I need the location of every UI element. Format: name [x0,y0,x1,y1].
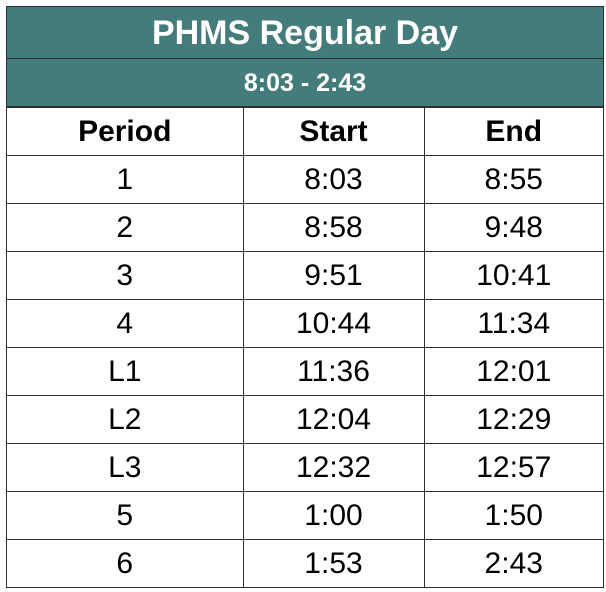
end-time-cell: 12:01 [424,348,603,396]
start-time-cell: 8:03 [243,156,424,204]
table-row [7,348,603,396]
period-cell: 5 [7,492,243,540]
start-time-cell: 1:00 [243,492,424,540]
period-cell: L3 [7,444,243,492]
table-row [7,492,603,540]
table-row [7,540,603,588]
end-time-cell: 12:57 [424,444,603,492]
schedule-banner [7,6,603,107]
end-time-cell: 2:43 [424,540,603,588]
schedule-table [7,107,603,588]
table-header-row [7,108,603,156]
table-row [7,444,603,492]
end-time-cell: 10:41 [424,252,603,300]
period-cell: 1 [7,156,243,204]
table-row [7,204,603,252]
start-time-cell: 1:53 [243,540,424,588]
table-row [7,156,603,204]
start-time-cell: 12:32 [243,444,424,492]
schedule-title: PHMS Regular Day [7,7,603,59]
start-time-cell: 10:44 [243,300,424,348]
period-cell: L2 [7,396,243,444]
period-cell: L1 [7,348,243,396]
end-time-cell: 8:55 [424,156,603,204]
period-cell: 3 [7,252,243,300]
table-row [7,396,603,444]
column-header-end: End [424,108,603,156]
start-time-cell: 9:51 [243,252,424,300]
schedule-time-range: 8:03 - 2:43 [7,59,603,107]
column-header-period: Period [7,108,243,156]
period-cell: 6 [7,540,243,588]
start-time-cell: 11:36 [243,348,424,396]
start-time-cell: 12:04 [243,396,424,444]
start-time-cell: 8:58 [243,204,424,252]
end-time-cell: 9:48 [424,204,603,252]
period-cell: 4 [7,300,243,348]
period-cell: 2 [7,204,243,252]
schedule-sheet [6,6,604,588]
end-time-cell: 1:50 [424,492,603,540]
end-time-cell: 12:29 [424,396,603,444]
table-row [7,252,603,300]
end-time-cell: 11:34 [424,300,603,348]
table-row [7,300,603,348]
column-header-start: Start [243,108,424,156]
